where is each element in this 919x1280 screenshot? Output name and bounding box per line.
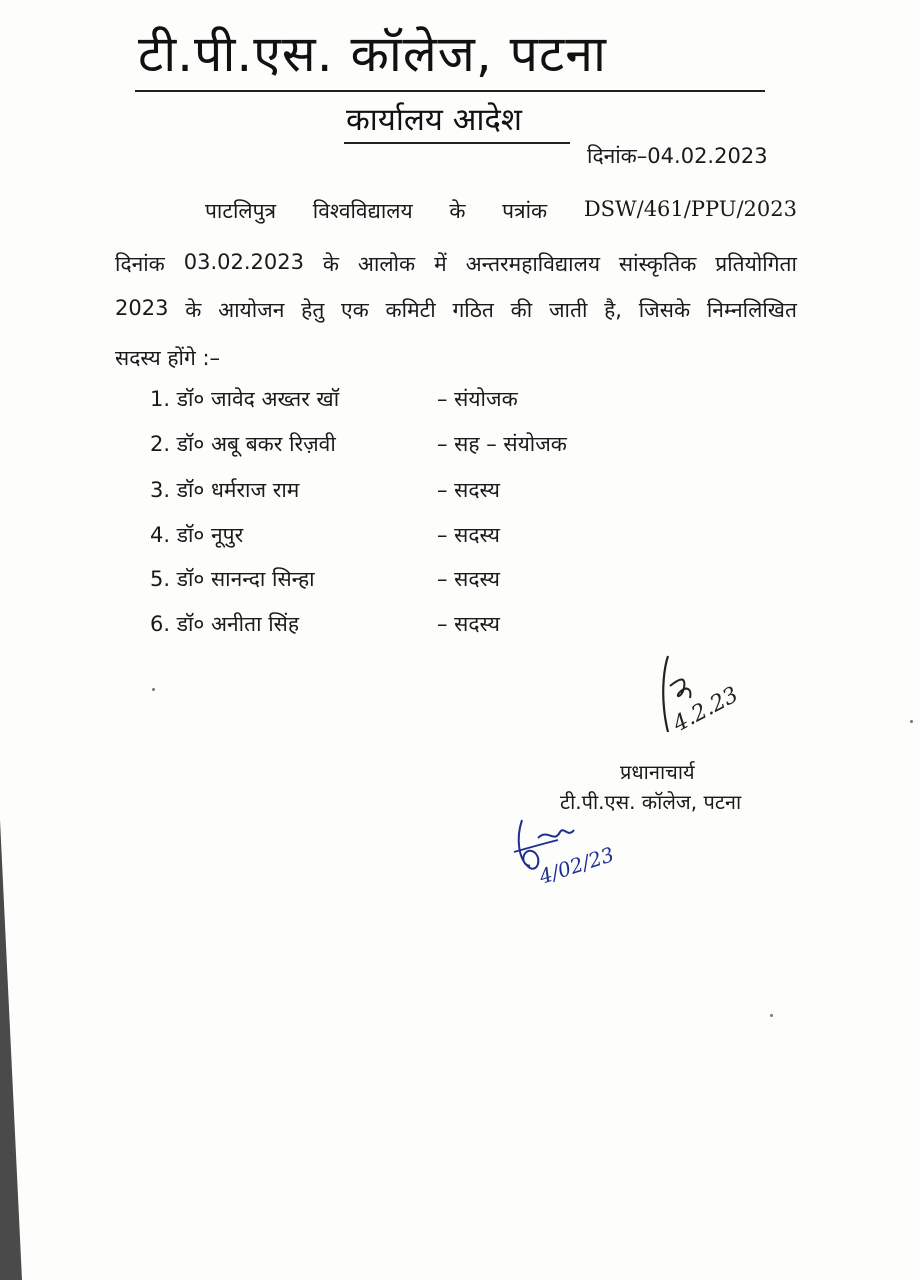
list-item [150, 476, 670, 512]
heading-underline [135, 90, 765, 92]
member-role: – सदस्य [437, 567, 500, 591]
para-word: पाटलिपुत्र [205, 199, 277, 223]
para-word: है, [604, 298, 622, 322]
para-word: पत्रांक [502, 199, 548, 223]
para-word: गठित [452, 298, 494, 322]
para-word: के [449, 199, 466, 223]
member-name: 3. डॉ० धर्मराज राम [150, 478, 300, 502]
para-word: आयोजन [218, 298, 285, 322]
list-item [150, 521, 670, 557]
list-item [150, 385, 670, 421]
para-word: जाती [548, 298, 588, 322]
para-word: हेतु [301, 298, 325, 322]
para-word: में [434, 252, 447, 276]
member-name: 5. डॉ० सानन्दा सिन्हा [150, 567, 315, 591]
scan-speck [770, 1014, 773, 1017]
para-word: निम्नलिखित [706, 298, 797, 322]
para-word: की [510, 298, 533, 322]
college-name-heading: टी.पी.एस. कॉलेज, पटना [138, 25, 607, 83]
order-date: दिनांक–04.02.2023 [587, 144, 768, 168]
member-role: – संयोजक [437, 387, 518, 411]
member-role: – सदस्य [437, 612, 500, 636]
member-role: – सदस्य [437, 523, 500, 547]
para-word: 03.02.2023 [183, 250, 304, 274]
para-word: एक [341, 298, 369, 322]
principal-signature-date: 4.2.23 [669, 682, 743, 738]
scan-speck [152, 688, 155, 691]
paragraph-line-1 [205, 197, 797, 225]
para-word: के [185, 298, 202, 322]
second-signature-date: 4/02/23 [536, 842, 617, 889]
paragraph-line-3 [115, 296, 797, 324]
list-item [150, 565, 670, 601]
para-word: के [322, 252, 340, 276]
member-name: 6. डॉ० अनीता सिंह [150, 612, 299, 636]
second-signature [508, 808, 643, 890]
paragraph-line-4: सदस्य होंगे :– [115, 346, 221, 370]
office-order-title: कार्यालय आदेश [346, 102, 522, 138]
scan-speck [910, 720, 913, 723]
para-word: आलोक [357, 252, 416, 276]
paragraph-line-2 [115, 250, 797, 278]
letter-reference-number: DSW/461/PPU/2023 [583, 197, 797, 221]
para-word: अन्तरमहाविद्यालय [465, 252, 600, 276]
para-word: विश्वविद्यालय [312, 199, 413, 223]
office-order-underline [344, 142, 570, 144]
para-word: कमिटी [385, 298, 436, 322]
para-word: सांस्कृतिक [618, 252, 697, 276]
principal-signature [650, 648, 780, 740]
para-word: दिनांक [115, 252, 165, 276]
member-name: 4. डॉ० नूपुर [150, 523, 244, 547]
designation-principal: प्रधानाचार्य [620, 760, 695, 784]
para-word: जिसके [638, 298, 691, 322]
member-role: – सह – संयोजक [437, 432, 567, 456]
para-word: प्रतियोगिता [715, 252, 797, 276]
list-item [150, 610, 670, 646]
member-name: 2. डॉ० अबू बकर रिज़वी [150, 432, 336, 456]
designation-college: टी.पी.एस. कॉलेज, पटना [560, 790, 742, 814]
list-item [150, 430, 670, 466]
member-name: 1. डॉ० जावेद अख्तर खॉ [150, 387, 340, 411]
scan-shadow-edge [0, 820, 22, 1280]
para-word: 2023 [115, 296, 169, 320]
member-role: – सदस्य [437, 478, 500, 502]
